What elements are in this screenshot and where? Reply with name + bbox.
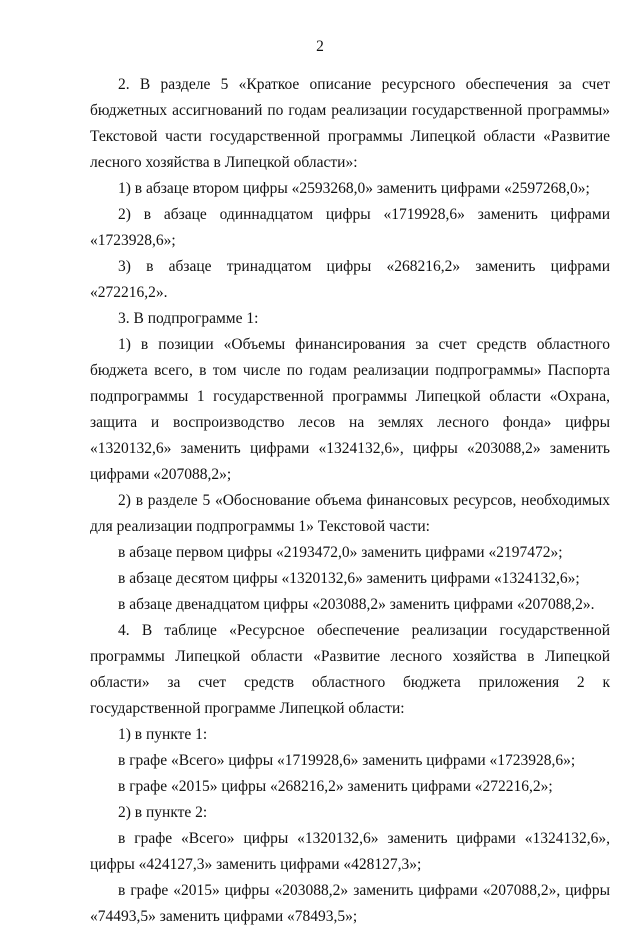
paragraph-4-2-2015: в графе «2015» цифры «203088,2» заменить цифрами «207088,2», цифры «74493,5» заменить цифрами «78493,5»;: [90, 882, 610, 925]
paragraph-4-1-total: в графе «Всего» цифры «1719928,6» заменить цифрами «1723928,6»;: [118, 752, 576, 769]
paragraph-2-item-1: 1) в абзаце втором цифры «2593268,0» заменить цифрами «2597268,0»;: [118, 180, 590, 197]
document-body: [90, 72, 610, 930]
paragraph-3-abzac-12: в абзаце двенадцатом цифры «203088,2» заменить цифрами «207088,2».: [118, 596, 595, 613]
paragraph-4-2-total: в графе «Всего» цифры «1320132,6» заменить цифрами «1324132,6», цифры «424127,3» заменить цифрами «428127,3»;: [90, 830, 610, 873]
paragraph-4-item-1: 1) в пункте 1:: [118, 726, 208, 743]
paragraph-2-item-2: 2) в абзаце одиннадцатом цифры «1719928,6» заменить цифрами «1723928,6»;: [90, 206, 610, 249]
paragraph-4-item-2: 2) в пункте 2:: [118, 804, 208, 821]
paragraph-section-2: 2. В разделе 5 «Краткое описание ресурсного обеспечения за счет бюджетных ассигнований по годам реализации государственной программы» Текстовой части государственной программы Липецкой области «Развитие лесного хозяйства в Липецкой области»:: [90, 76, 610, 171]
paragraph-section-4: 4. В таблице «Ресурсное обеспечение реализации государственной программы Липецкой области «Развитие лесного хозяйства в Липецкой области» за счет средств областного бюджета приложения 2 к государственной программе Липецкой области:: [90, 622, 610, 717]
paragraph-3-abzac-10: в абзаце десятом цифры «1320132,6» заменить цифрами «1324132,6»;: [118, 570, 580, 587]
paragraph-3-item-1: 1) в позиции «Объемы финансирования за счет средств областного бюджета всего, в том числе по годам реализации подпрограммы» Паспорта подпрограммы 1 государственной программы Липецкой области «Охрана, защита и воспроизводство лесов на землях лесного фонда» цифры «1320132,6» заменить цифрами «1324132,6», цифры «203088,2» заменить цифрами «207088,2»;: [90, 336, 610, 483]
paragraph-4-1-2015: в графе «2015» цифры «268216,2» заменить цифрами «272216,2»;: [118, 778, 553, 795]
paragraph-3-item-2: 2) в разделе 5 «Обоснование объема финансовых ресурсов, необходимых для реализации подпрограммы 1» Текстовой части:: [90, 492, 610, 535]
paragraph-2-item-3: 3) в абзаце тринадцатом цифры «268216,2» заменить цифрами «272216,2».: [90, 258, 610, 301]
paragraph-3-abzac-1: в абзаце первом цифры «2193472,0» заменить цифрами «2197472»;: [118, 544, 563, 561]
page-number: 2: [316, 38, 324, 55]
paragraph-section-3: 3. В подпрограмме 1:: [118, 310, 259, 327]
